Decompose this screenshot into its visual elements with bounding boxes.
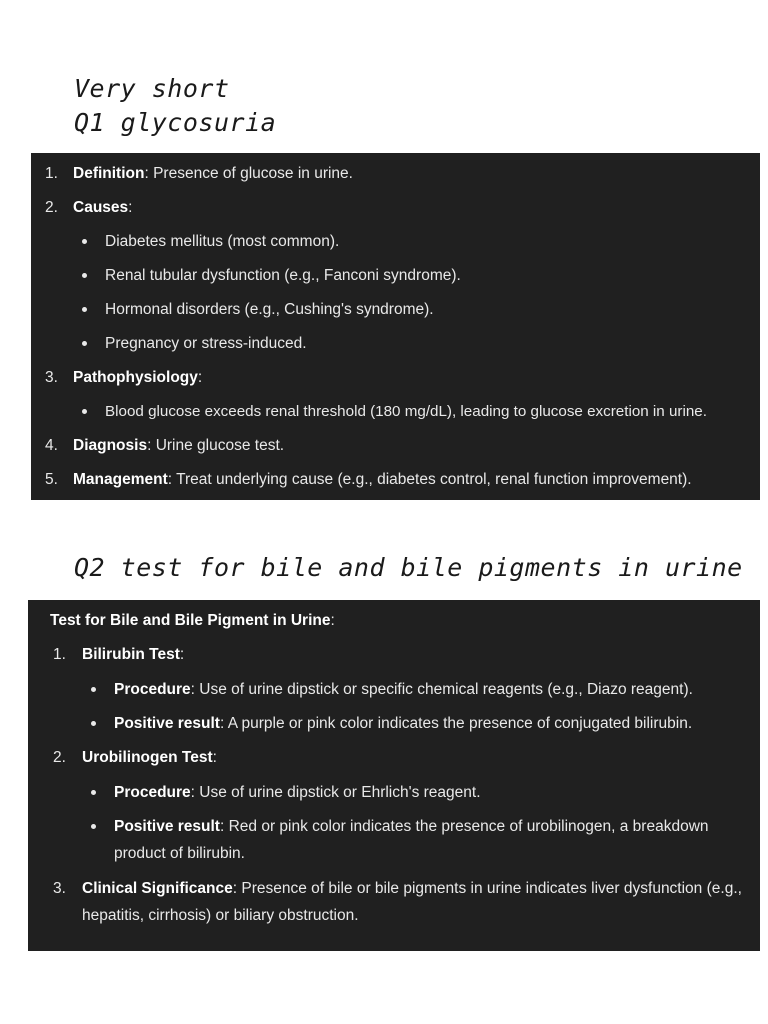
section-heading-q2: Q2 test for bile and bile pigments in urine: [74, 553, 743, 582]
item-label: Positive result: [114, 715, 220, 732]
bullet-icon: [91, 721, 96, 726]
list-item-cause: Renal tubular dysfunction (e.g., Fanconi syndrome).: [105, 267, 461, 284]
item-label: Procedure: [114, 784, 191, 801]
bullet-icon: [82, 341, 87, 346]
list-number: 2.: [45, 199, 58, 216]
panel-title-suffix: :: [330, 612, 335, 629]
item-text: :: [179, 646, 185, 663]
q1-answer-panel: [31, 153, 760, 500]
list-item-urobilinogen-test: [82, 747, 217, 769]
item-text: : A purple or pink color indicates the presence of conjugated bilirubin.: [219, 715, 693, 732]
item-text: : Use of urine dipstick or specific chemical reagents (e.g., Diazo reagent).: [190, 681, 693, 698]
item-text: :: [197, 369, 203, 386]
item-label: Definition: [73, 165, 145, 182]
list-item-bilirubin-test: [82, 644, 184, 666]
list-item-definition: [73, 163, 353, 185]
item-label: Positive result: [114, 818, 220, 835]
panel-title: [50, 610, 335, 632]
list-item-cause: Hormonal disorders (e.g., Cushing's syndrome).: [105, 301, 434, 318]
list-item-procedure: [114, 679, 693, 701]
item-label: Clinical Significance: [82, 880, 233, 897]
heading-line-glycosuria: Q1 glycosuria: [74, 108, 277, 137]
bullet-icon: [82, 273, 87, 278]
list-number: 2.: [53, 749, 66, 766]
item-text: :: [212, 749, 217, 766]
item-label: Causes: [73, 199, 129, 216]
list-number: 3.: [53, 880, 66, 897]
item-text: : Urine glucose test.: [147, 437, 285, 454]
bullet-icon: [91, 824, 96, 829]
list-item-clinical-significance: [82, 875, 744, 929]
list-item-management: [73, 469, 692, 491]
item-label: Management: [73, 471, 168, 488]
panel-title-label: Test for Bile and Bile Pigment in Urine: [50, 612, 331, 629]
item-text: : Presence of glucose in urine.: [144, 165, 353, 182]
list-number: 4.: [45, 437, 58, 454]
q2-answer-panel: [28, 600, 760, 951]
item-text: : Red or pink color indicates the presence of urobilinogen, a breakdown product of bilirubin.: [114, 818, 709, 862]
item-label: Procedure: [114, 681, 191, 698]
list-number: 5.: [45, 471, 58, 488]
bullet-icon: [82, 307, 87, 312]
item-text: : Presence of bile or bile pigments in urine indicates liver dysfunction (e.g., hepatitis, cirrhosis) or biliary obstruction.: [82, 880, 742, 924]
list-item-positive-result: [114, 713, 692, 735]
item-text: :: [128, 199, 133, 216]
list-item-cause: Pregnancy or stress-induced.: [105, 335, 307, 352]
item-label: Diagnosis: [73, 437, 148, 454]
list-item-pathophysiology-detail: Blood glucose exceeds renal threshold (180 mg/dL), leading to glucose excretion in urine.: [105, 403, 707, 420]
list-item-procedure: [114, 782, 481, 804]
item-text: : Treat underlying cause (e.g., diabetes control, renal function improvement).: [167, 471, 692, 488]
bullet-icon: [82, 239, 87, 244]
list-number: 3.: [45, 369, 58, 386]
heading-line-very-short: Very short: [74, 74, 230, 103]
bullet-icon: [91, 687, 96, 692]
item-label: Pathophysiology: [73, 369, 198, 386]
list-number: 1.: [45, 165, 58, 182]
list-item-diagnosis: [73, 435, 284, 457]
list-item-causes: [73, 197, 132, 219]
list-item-pathophysiology: [73, 367, 202, 389]
item-label: Bilirubin Test: [82, 646, 180, 663]
section-heading-q1: [74, 72, 276, 140]
item-text: : Use of urine dipstick or Ehrlich's reagent.: [190, 784, 481, 801]
bullet-icon: [82, 409, 87, 414]
item-label: Urobilinogen Test: [82, 749, 213, 766]
list-item-cause: Diabetes mellitus (most common).: [105, 233, 340, 250]
list-item-positive-result: [114, 813, 746, 867]
list-number: 1.: [53, 646, 66, 663]
bullet-icon: [91, 790, 96, 795]
